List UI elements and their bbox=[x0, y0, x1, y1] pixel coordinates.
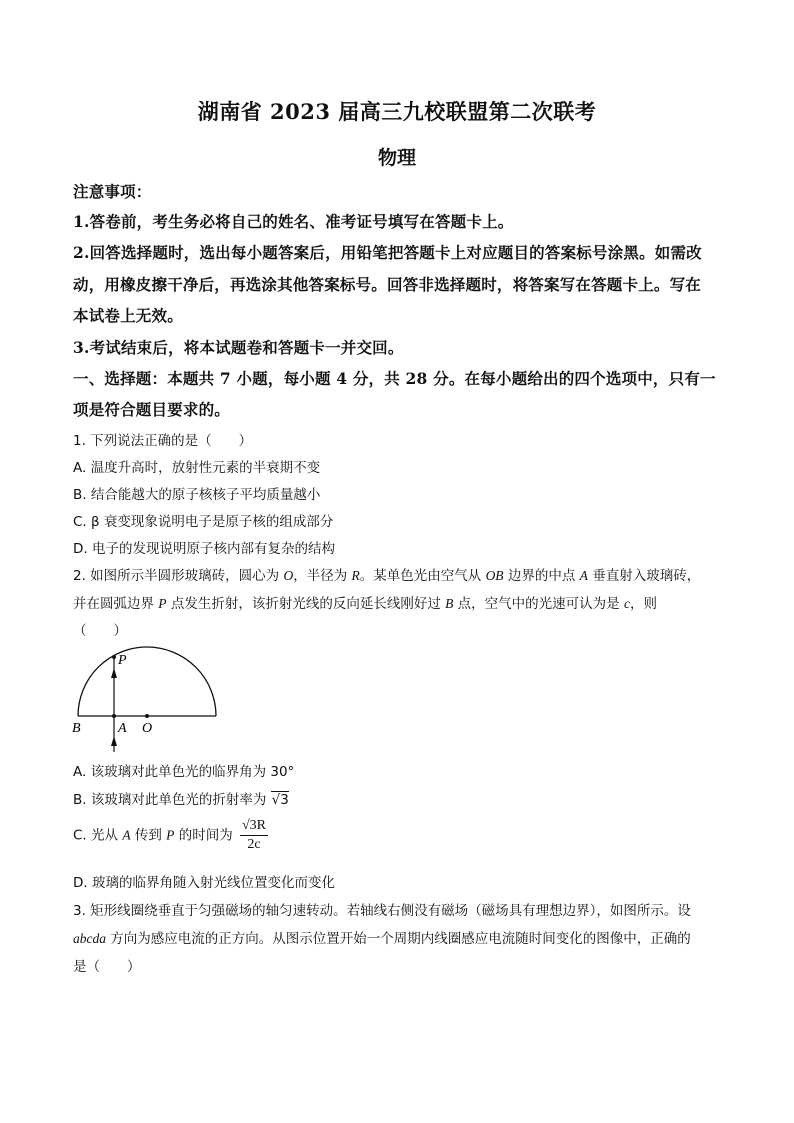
q2-text: ，半径为 bbox=[293, 568, 352, 584]
q2-text: 点，空气中的光速可认为是 bbox=[453, 596, 624, 612]
point-p bbox=[112, 655, 116, 659]
q2-text: 。某单色光由空气从 bbox=[359, 568, 486, 584]
q2-option-c-text: 传到 bbox=[130, 827, 167, 844]
q2-option-c bbox=[73, 818, 723, 853]
q2-text: 边界的中点 bbox=[503, 568, 580, 584]
notice-item-2-line-2: 动，用橡皮擦干净后，再选涂其他答案标号。回答非选择题时，将答案写在答题卡上。写在 bbox=[73, 275, 702, 294]
q2-var-a: A bbox=[579, 568, 588, 583]
q1-option-b: B. 结合能越大的原子核核子平均质量越小 bbox=[73, 487, 321, 503]
q1-option-d: D. 电子的发现说明原子核内部有复杂的结构 bbox=[73, 541, 335, 557]
q2-var-b: B bbox=[445, 596, 454, 611]
notice-heading: 注意事项： bbox=[73, 182, 152, 201]
q2-var-c: c bbox=[623, 596, 630, 611]
section-heading-line-1: 一、选择题：本题共 7 小题，每小题 4 分，共 28 分。在每小题给出的四个选项中，只有一 bbox=[73, 369, 716, 388]
label-a: A bbox=[118, 721, 127, 736]
notice-item-1: 1.答卷前，考生务必将自己的姓名、准考证号填写在答题卡上。 bbox=[73, 212, 514, 231]
label-o: O bbox=[142, 721, 153, 736]
q3-stem-line-2 bbox=[73, 927, 723, 947]
semicircle-arc bbox=[78, 647, 216, 716]
q2-option-a: A. 该玻璃对此单色光的临界角为 30° bbox=[73, 764, 295, 780]
ray-arrow-lower bbox=[111, 736, 117, 746]
q2-stem-line-1 bbox=[73, 564, 723, 584]
q2-text: 点发生折射，该折射光线的反向延长线刚好过 bbox=[166, 596, 446, 612]
q1-option-a: A. 温度升高时，放射性元素的半衰期不变 bbox=[73, 460, 321, 476]
point-a bbox=[112, 714, 116, 718]
q2-option-b-sqrt: √3 bbox=[271, 792, 289, 808]
q3-text: 方向为感应电流的正方向。从图示位置开始一个周期内线圈感应电流随时间变化的图像中，正确的 bbox=[106, 931, 691, 947]
q2-option-c-text: C. 光从 bbox=[73, 827, 123, 844]
q2-var-ob: OB bbox=[485, 568, 504, 583]
q2-stem-line-3: （ ） bbox=[73, 623, 127, 639]
q2-var-o: O bbox=[283, 568, 294, 583]
exam-title: 湖南省 2023 届高三九校联盟第二次联考 bbox=[197, 99, 597, 124]
notice-item-3: 3.考试结束后，将本试题卷和答题卡一并交回。 bbox=[73, 338, 404, 357]
q2-stem-line-2 bbox=[73, 592, 723, 612]
semicircle-glass-figure bbox=[68, 642, 228, 754]
notice-item-2-line-1: 2.回答选择题时，选出每小题答案后，用铅笔把答题卡上对应题目的答案标号涂黑。如需改 bbox=[73, 243, 702, 262]
q3-stem-line-3: 是（ ） bbox=[73, 959, 141, 975]
label-p: P bbox=[118, 653, 127, 668]
q3-stem-line-1: 3. 矩形线圈绕垂直于匀强磁场的轴匀速转动。若轴线右侧没有磁场（磁场具有理想边界），如图所示。设 bbox=[73, 903, 691, 919]
q2-option-c-var-a: A bbox=[122, 827, 131, 843]
q2-option-b bbox=[73, 788, 723, 808]
q3-var-abcda: abcda bbox=[73, 931, 106, 946]
q2-text: 2. 如图所示半圆形玻璃砖，圆心为 bbox=[73, 568, 284, 584]
fraction-numerator: √3R bbox=[240, 818, 268, 836]
q2-text: ，则 bbox=[629, 596, 657, 612]
q2-text: 垂直射入玻璃砖， bbox=[587, 568, 701, 584]
point-o bbox=[145, 714, 149, 718]
exam-subject: 物理 bbox=[377, 147, 416, 169]
q2-var-r: R bbox=[351, 568, 360, 583]
q2-var-p: P bbox=[158, 596, 167, 611]
q2-text: 并在圆弧边界 bbox=[73, 596, 159, 612]
q2-option-c-fraction bbox=[240, 818, 268, 853]
q2-option-b-text: B. 该玻璃对此单色光的折射率为 bbox=[73, 792, 271, 808]
fraction-denominator: 2c bbox=[247, 837, 261, 852]
q2-option-d: D. 玻璃的临界角随入射光线位置变化而变化 bbox=[73, 875, 335, 891]
q2-option-c-var-p: P bbox=[166, 827, 175, 843]
section-heading-line-2: 项是符合题目要求的。 bbox=[73, 400, 231, 419]
q1-stem: 1. 下列说法正确的是（ ） bbox=[73, 433, 253, 449]
q1-option-c: C. β 衰变现象说明电子是原子核的组成部分 bbox=[73, 514, 334, 530]
q2-option-c-text: 的时间为 bbox=[174, 827, 233, 844]
label-b: B bbox=[72, 721, 81, 736]
notice-item-2-line-3: 本试卷上无效。 bbox=[73, 306, 183, 325]
ray-arrow-upper bbox=[111, 668, 117, 678]
